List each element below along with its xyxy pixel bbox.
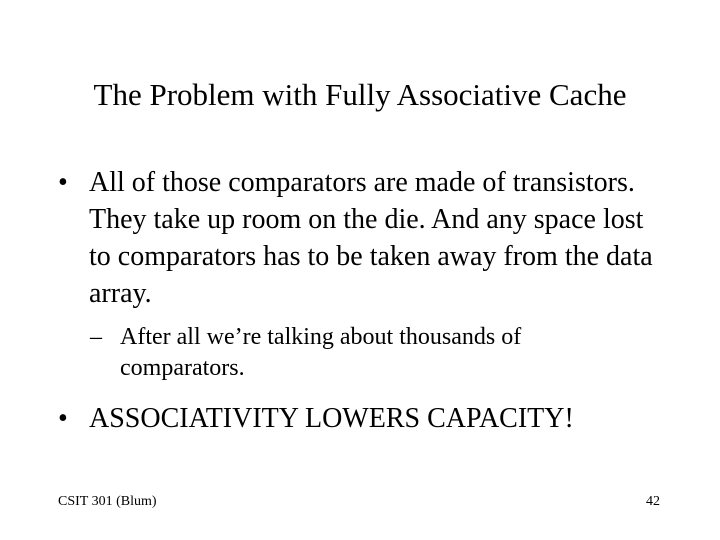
bullet-marker: • xyxy=(58,403,68,434)
bullet-item xyxy=(58,164,668,312)
bullet-text: ASSOCIATIVITY LOWERS CAPACITY! xyxy=(89,403,574,434)
sub-bullet-item xyxy=(90,322,650,384)
sub-bullet-text: After all we’re talking about thousands of comparators. xyxy=(120,324,522,381)
bullet-item xyxy=(58,400,668,437)
bullet-text: All of those comparators are made of transistors. They take up room on the die. And any space lost to comparators has to be taken away from the data array. xyxy=(89,167,653,309)
bullet-marker: • xyxy=(58,167,68,198)
footer-course-label: CSIT 301 (Blum) xyxy=(58,494,157,509)
page-number: 42 xyxy=(646,494,660,509)
sub-bullet-marker: – xyxy=(90,324,102,350)
slide-title: The Problem with Fully Associative Cache xyxy=(93,77,627,112)
